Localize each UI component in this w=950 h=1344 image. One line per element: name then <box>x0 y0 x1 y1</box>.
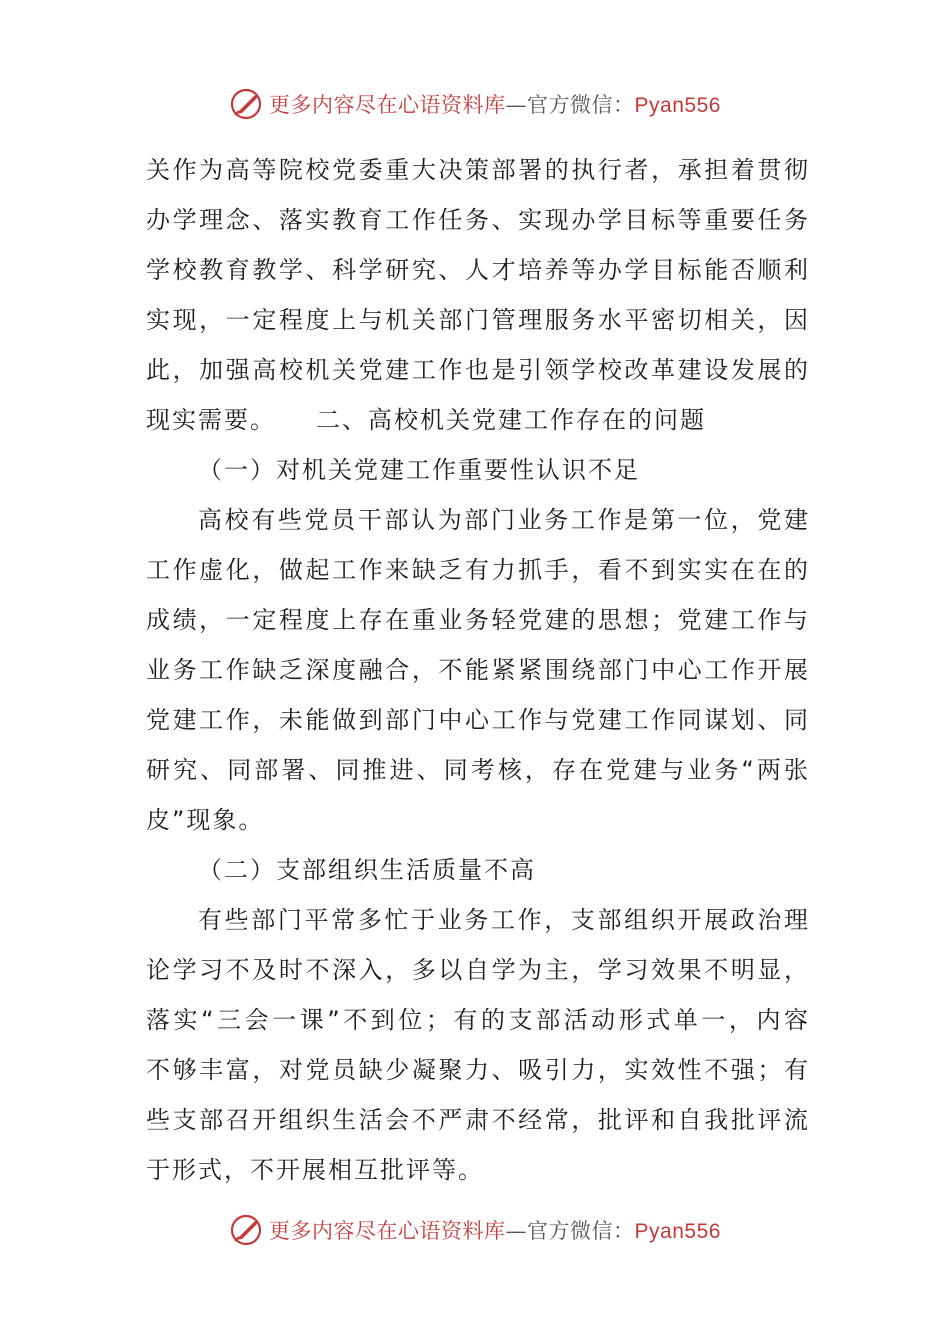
quill-logo-icon <box>229 87 263 121</box>
quill-logo-icon <box>229 1213 263 1247</box>
text-line: 实现，一定程度上与机关部门管理服务水平密切相关，因 <box>146 306 808 334</box>
text-line: 研究、同部署、同推进、同考核，存在党建与业务“两张 <box>146 756 808 784</box>
text-line: 不够丰富，对党员缺少凝聚力、吸引力，实效性不强；有 <box>146 1056 808 1084</box>
watermark-banner-top <box>0 84 950 124</box>
body-text <box>146 145 808 1195</box>
text-line: 些支部召开组织生活会不严肃不经常，批评和自我批评流 <box>146 1106 808 1134</box>
text-line: 于形式，不开展相互批评等。 <box>146 1156 484 1184</box>
text-line: 学校教育教学、科学研究、人才培养等办学目标能否顺利 <box>146 256 808 284</box>
text-line: 关作为高等院校党委重大决策部署的执行者，承担着贯彻 <box>146 156 808 184</box>
paragraph-first-line: 有些部门平常多忙于业务工作，支部组织开展政治理 <box>198 906 808 934</box>
subheading-2: （二）支部组织生活质量不高 <box>198 856 536 884</box>
text-line-section-heading: 现实需要。 二、高校机关党建工作存在的问题 <box>146 406 706 434</box>
text-line: 落实“三会一课”不到位；有的支部活动形式单一，内容 <box>146 1006 808 1034</box>
subheading-1: （一）对机关党建工作重要性认识不足 <box>198 456 640 484</box>
text-line: 皮”现象。 <box>146 806 265 834</box>
watermark-text: 更多内容尽在心语资料库—官方微信：Pyan556 <box>269 93 721 117</box>
watermark-text: 更多内容尽在心语资料库—官方微信：Pyan556 <box>269 1219 721 1243</box>
text-line: 业务工作缺乏深度融合，不能紧紧围绕部门中心工作开展 <box>146 656 808 684</box>
text-line: 成绩，一定程度上存在重业务轻党建的思想；党建工作与 <box>146 606 808 634</box>
text-line: 论学习不及时不深入，多以自学为主，学习效果不明显， <box>146 956 808 984</box>
text-line: 此，加强高校机关党建工作也是引领学校改革建设发展的 <box>146 356 808 384</box>
text-line: 办学理念、落实教育工作任务、实现办学目标等重要任务 <box>146 206 808 234</box>
text-line: 工作虚化，做起工作来缺乏有力抓手，看不到实实在在的 <box>146 556 808 584</box>
watermark-banner-bottom <box>0 1210 950 1250</box>
paragraph-first-line: 高校有些党员干部认为部门业务工作是第一位，党建 <box>198 506 808 534</box>
text-line: 党建工作，未能做到部门中心工作与党建工作同谋划、同 <box>146 706 808 734</box>
